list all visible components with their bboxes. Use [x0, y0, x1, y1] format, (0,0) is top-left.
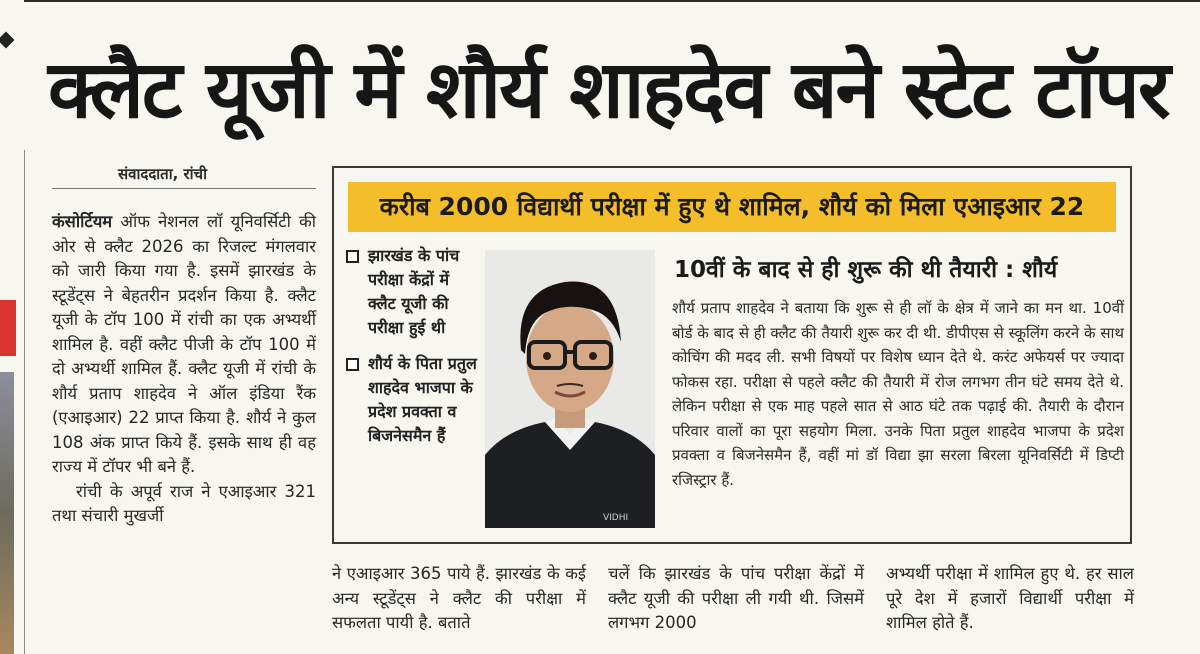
bullet-list	[346, 244, 478, 460]
column-1-paragraph-2: रांची के अपूर्व राज ने एआइआर 321 तथा संचारी मुखर्जी	[52, 481, 316, 525]
adjacent-page-red-block	[0, 300, 16, 356]
feature-box	[332, 166, 1132, 544]
portrait-illustration	[485, 250, 655, 528]
column-1-paragraph	[52, 210, 316, 480]
bullet-item	[346, 352, 478, 448]
lead-word: कंसोर्टियम	[52, 212, 113, 231]
byline-underline	[52, 188, 316, 189]
adjacent-page-photo-strip	[0, 372, 14, 654]
feature-banner: करीब 2000 विद्यार्थी परीक्षा में हुए थे शामिल, शौर्य को मिला एआइआर 22	[348, 182, 1116, 232]
bullet-text: शौर्य के पिता प्रतुल शाहदेव भाजपा के प्रदेश प्रवक्ता व बिजनेसमैन हैं	[368, 354, 477, 445]
bullet-item	[346, 244, 478, 340]
column-3: चलें कि झारखंड के पांच परीक्षा केंद्रों में क्लैट यूजी की परीक्षा ली गयी थी. जिसमें लगभग 2000	[608, 564, 864, 632]
feature-story: शौर्य प्रताप शाहदेव ने बताया कि शुरू से ही लॉ के क्षेत्र में जाने का मन था. 10वीं बोर्ड के बाद से ही क्लैट की तैयारी शुरू कर दी थी. डीपीएस से स्कूलिंग करने के साथ कोचिंग की मदद ली. सभी विषयों पर विशेष ध्यान देते थे. करंट अफेयर्स पर ज्यादा फोकस रहा. परीक्षा से पहले क्लैट की तैयारी में रोज लगभग तीन घंटे समय देते थे. लेकिन परीक्षा से एक माह पहले सात से आठ घंटे तक पढ़ाई की. तैयारी के दौरान परिवार वालों का पूरा सहयोग मिला. उनके पिता प्रतुल शाहदेव भाजपा के प्रदेश प्रवक्ता व बिजनेसमैन हैं, वहीं मां डॉ विद्या झा सरला बिरला यूनिवर्सिटी में डिप्टी रजिस्ट्रार हैं.	[672, 299, 1124, 489]
byline: संवाददाता, रांची	[118, 165, 207, 183]
shirt-brand-label: VIDHI	[603, 513, 629, 523]
column-1-text: ऑफ नेशनल लॉ यूनिवर्सिटी की ओर से क्लैट 2026 का रिजल्ट मंगलवार को जारी किया गया है. इसमें झारखंड के स्टूडेंट्स ने बेहतरीन प्रदर्शन किया है. क्लैट यूजी के टॉप 100 में रांची का एक अभ्यर्थी शामिल है. वहीं क्लैट पीजी के टॉप 100 में दो अभ्यर्थी शामिल हैं. क्लैट यूजी में रांची के शौर्य प्रताप शाहदेव ने ऑल इंडिया रैंक (एआइआर) 22 प्राप्त किया है. शौर्य ने कुल 108 अंक प्राप्त किये हैं. इसके साथ ही वह राज्य में टॉपर भी बने हैं.	[52, 212, 316, 476]
student-photo	[485, 250, 655, 528]
bullet-square-icon	[346, 250, 359, 263]
column-4: अभ्यर्थी परीक्षा में शामिल हुए थे. हर साल पूरे देश में हजारों विद्यार्थी परीक्षा में शामिल होते हैं.	[886, 564, 1134, 632]
adjacent-page-bullet	[0, 32, 14, 49]
headline: क्लैट यूजी में शौर्य शाहदेव बने स्टेट टॉपर	[48, 43, 1169, 136]
top-rule	[24, 0, 1200, 2]
column-1	[52, 210, 316, 529]
feature-subhead: 10वीं के बाद से ही शुरू की थी तैयारी : शौर्य	[674, 257, 1058, 283]
bullet-text: झारखंड के पांच परीक्षा केंद्रों में क्लैट यूजी की परीक्षा हुई थी	[368, 246, 460, 337]
bullet-square-icon	[346, 358, 359, 371]
column-2: ने एआइआर 365 पाये हैं. झारखंड के कई अन्य स्टूडेंट्स ने क्लैट की परीक्षा में सफलता पायी है. बताते	[332, 564, 586, 632]
column-divider-left	[24, 150, 25, 654]
